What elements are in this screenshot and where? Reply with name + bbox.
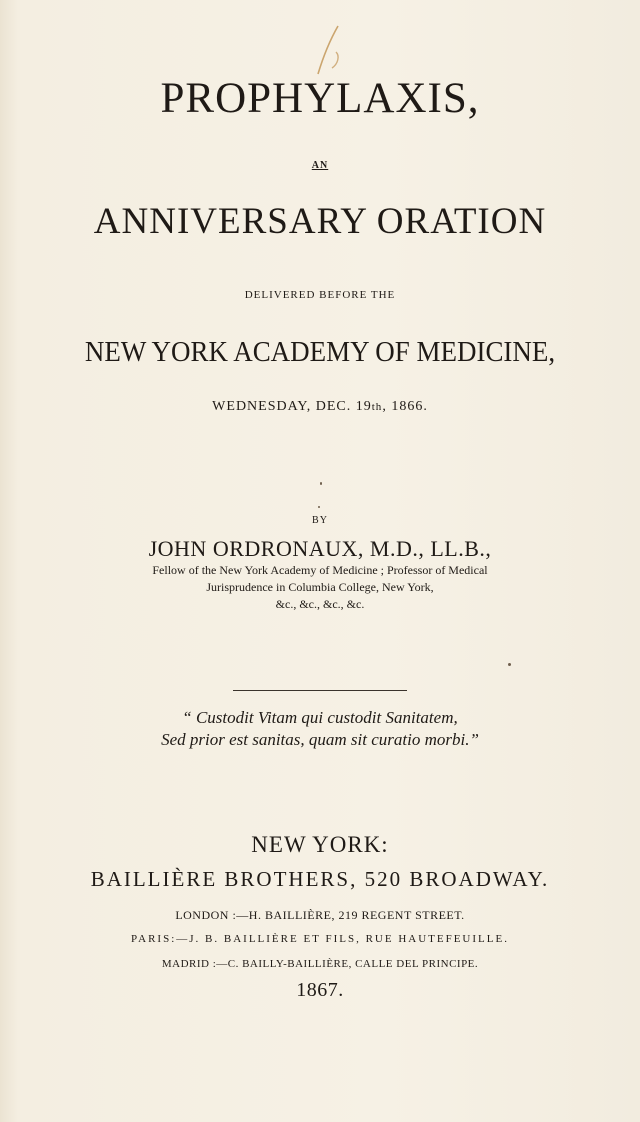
by-label: BY [312,515,328,526]
epigraph-line-1: “ Custodit Vitam qui custodit Sanitatem, [182,708,458,727]
paris-agent: PARIS:—J. B. BAILLIÈRE ET FILS, RUE HAUTEFEUILLE. [131,933,509,945]
oration-heading: ANNIVERSARY ORATION [93,201,547,242]
publisher: BAILLIÈRE BROTHERS, 520 BROADWAY. [90,867,550,891]
pencil-mark [312,22,348,82]
imprint-city: NEW YORK: [251,832,389,857]
date-prefix: WEDNESDAY, DEC. 19 [212,399,372,414]
article-an: AN [311,160,329,171]
madrid-agent: MADRID :—C. BAILLY-BAILLIÈRE, CALLE DEL PRINCIPE. [161,958,479,970]
date-year: , 1866. [382,399,428,414]
delivery-date [0,399,640,415]
affiliation-line-1: Fellow of the New York Academy of Medicine ; Professor of Medical [152,563,488,577]
author-name: JOHN ORDRONAUX, M.D., LL.B., [148,536,492,561]
academy-name: NEW YORK ACADEMY OF MEDICINE, [84,336,556,368]
publication-year: 1867. [296,979,344,1001]
book-title: PROPHYLAXIS, [160,75,480,122]
affiliation-line-2: Jurisprudence in Columbia College, New York, [206,580,434,594]
paper-speck [320,482,322,485]
london-agent: LONDON :—H. BAILLIÈRE, 219 REGENT STREET. [175,908,465,922]
divider-rule [233,690,407,691]
paper-speck [318,506,320,508]
paper-speck [508,663,511,666]
affiliation-line-3: &c., &c., &c., &c. [275,597,365,611]
delivered-before: DELIVERED BEFORE THE [244,289,396,301]
date-suffix: th [371,401,383,413]
epigraph-line-2: Sed prior est sanitas, quam sit curatio morbi.” [161,730,479,749]
